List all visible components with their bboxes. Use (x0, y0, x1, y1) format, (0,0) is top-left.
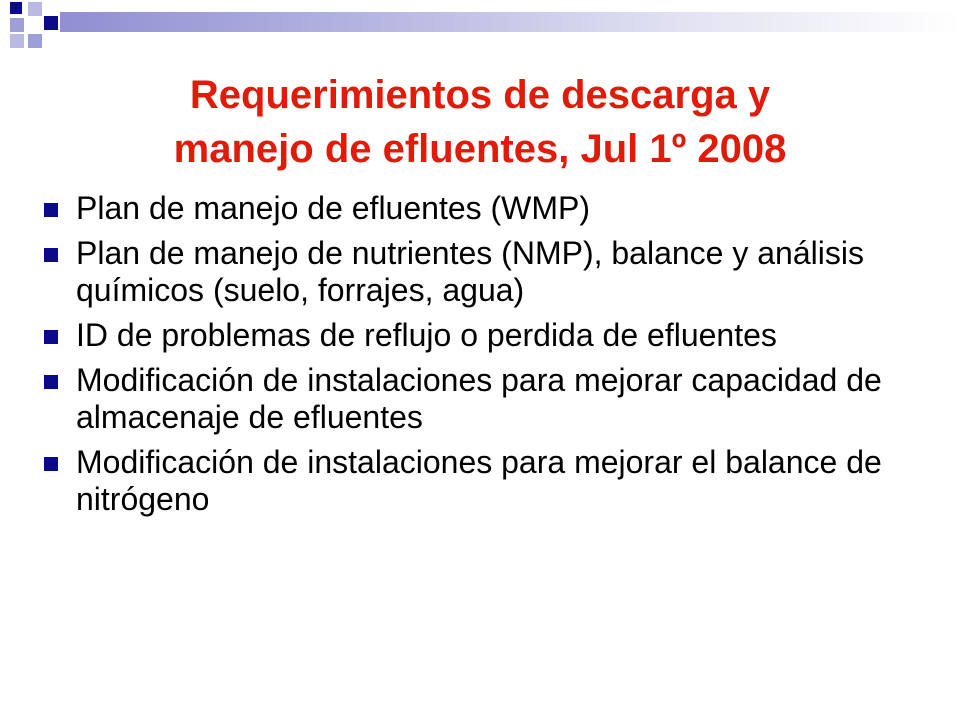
slide-title (0, 68, 960, 176)
square-bullet-icon (44, 330, 58, 344)
bullet-list (44, 190, 944, 526)
square-bullet-icon (44, 457, 58, 471)
corner-square-lavender-4 (28, 34, 42, 48)
bullet-item-1 (44, 190, 944, 227)
square-bullet-icon (44, 248, 58, 262)
bullet-text: Modificación de instalaciones para mejorar el balance de nitrógeno (76, 444, 882, 517)
bullet-item-2 (44, 235, 944, 309)
bullet-text: Modificación de instalaciones para mejorar capacidad de almacenaje de efluentes (76, 362, 882, 435)
corner-square-navy-2 (44, 16, 58, 30)
bullet-item-3 (44, 317, 944, 354)
slide-title-line-1: Requerimientos de descarga y (189, 73, 771, 117)
bullet-text: ID de problemas de reflujo o perdida de efluentes (76, 317, 777, 353)
bullet-item-5 (44, 444, 944, 518)
bullet-text: Plan de manejo de efluentes (WMP) (76, 190, 591, 226)
header-gradient-bar (60, 12, 960, 32)
slide-title-line-2: manejo de efluentes, Jul 1º 2008 (173, 127, 787, 171)
corner-square-navy-1 (10, 2, 22, 14)
bullet-item-4 (44, 362, 944, 436)
corner-square-lavender-1 (28, 2, 42, 16)
corner-square-lavender-3 (10, 34, 24, 48)
square-bullet-icon (44, 375, 58, 389)
square-bullet-icon (44, 203, 58, 217)
bullet-text: Plan de manejo de nutrientes (NMP), balance y análisis químicos (suelo, forrajes, agua) (76, 235, 864, 308)
corner-square-lavender-2 (10, 18, 24, 32)
